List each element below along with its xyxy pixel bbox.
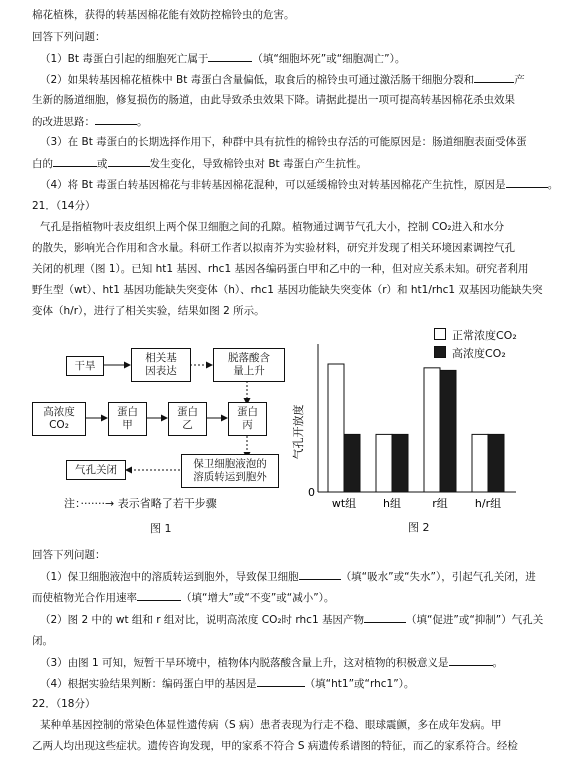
protein-jia-line-1: 蛋白 xyxy=(117,406,138,418)
q20-p3c: 或 xyxy=(97,158,108,170)
legend-label-normal: 正常浓度CO₂ xyxy=(452,329,517,342)
x-tick-label: h组 xyxy=(383,497,401,510)
q20-p2e: 。 xyxy=(137,116,148,128)
q20-top-line: 棉花植株，获得的转基因棉花能有效防控棉铃虫的危害。 xyxy=(32,9,295,21)
answer-blank[interactable] xyxy=(449,655,493,666)
figure-2-chart xyxy=(290,322,560,542)
gene-expression-box xyxy=(131,348,191,382)
x-tick-label: wt组 xyxy=(331,497,357,510)
q20-p3a: （3）在 Bt 毒蛋白的长期选择作用下，种群中具有抗性的棉铃虫存活的可能原因是：肠道细胞表面受体蛋 xyxy=(40,136,527,148)
legend-swatch-high xyxy=(434,346,446,358)
aba-line-2: 量上升 xyxy=(233,365,265,377)
high-co2-line-1: 高浓度 xyxy=(43,406,75,418)
legend-item-normal xyxy=(434,327,517,345)
q21-intro-3: 关闭的机理（图 1）。已知 ht1 基因、rhc1 基因各编码蛋白甲和乙中的一种，但对应关系未知。研究者利用 xyxy=(32,263,529,275)
q21-part2 xyxy=(40,612,543,627)
figure-1-caption: 图 1 xyxy=(150,522,172,535)
answer-blank[interactable] xyxy=(299,569,341,580)
q21-part1-cont xyxy=(32,590,334,605)
answer-blank[interactable] xyxy=(208,51,252,62)
q20-part3-end xyxy=(32,156,367,171)
answer-blank[interactable] xyxy=(137,590,181,601)
answer-blank[interactable] xyxy=(364,612,406,623)
gene-expression-line-2: 因表达 xyxy=(145,365,177,377)
chart-y-axis-label: 气孔开放度 xyxy=(292,404,305,460)
q21-intro-5: 变体（h/r），进行了相关实验，结果如图 2 所示。 xyxy=(32,305,265,317)
q21-part3 xyxy=(40,655,503,670)
bar-high-co2-3 xyxy=(488,434,504,492)
q21-q2a: （2）图 2 中的 wt 组和 r 组对比，说明高浓度 CO₂时 rhc1 基因产物 xyxy=(40,614,364,626)
protein-jia-line-2: 甲 xyxy=(122,419,133,431)
x-tick-label: h/r组 xyxy=(474,497,502,510)
q20-part2-end xyxy=(32,114,148,129)
legend-swatch-normal xyxy=(434,328,446,340)
protein-yi-line-1: 蛋白 xyxy=(177,406,198,418)
protein-jia-box xyxy=(108,402,147,436)
q20-p4a: （4）将 Bt 毒蛋白转基因棉花与非转基因棉花混种，可以延缓棉铃虫对转基因棉花产生抗性，原因是 xyxy=(40,179,506,191)
solute-transport-box xyxy=(181,454,279,488)
bar-normal-co2-3 xyxy=(472,434,488,492)
q21-q1d: （填“增大”或“不变”或“减小”）。 xyxy=(181,592,335,604)
q22-line-2: 乙两人均出现这些症状。遗传咨询发现，甲的家系不符合 S 病遗传系谱图的特征，而乙的家系符合。经检 xyxy=(32,740,518,752)
chart-legend xyxy=(434,327,517,363)
drought-box: 干旱 xyxy=(66,356,104,376)
q21-part1 xyxy=(40,569,536,584)
q21-q4b: （填“ht1”或“rhc1”）。 xyxy=(304,678,415,690)
q21-intro-1: 气孔是指植物叶表皮组织上两个保卫细胞之间的孔隙。植物通过调节气孔大小，控制 CO₂进入和水分 xyxy=(40,221,505,233)
stomata-closure-box: 气孔关闭 xyxy=(66,460,126,480)
bar-high-co2-1 xyxy=(392,434,408,492)
q21-q4a: （4）根据实验结果判断：编码蛋白甲的基因是 xyxy=(40,678,257,690)
q22-header: 22．（18分） xyxy=(32,698,96,710)
q21-q1a: （1）保卫细胞液泡中的溶质转运到胞外，导致保卫细胞 xyxy=(40,571,299,583)
q22-line-1: 某种单基因控制的常染色体显性遗传病（S 病）患者表现为行走不稳、眼球震颤，多在成年发病。甲 xyxy=(40,719,502,731)
answer-blank[interactable] xyxy=(95,114,137,125)
figure-1-note: 注：·······→ 表示省略了若干步骤 xyxy=(64,497,217,510)
figure-2-caption: 图 2 xyxy=(408,521,430,534)
answer-blank[interactable] xyxy=(53,156,97,167)
q20-part4 xyxy=(40,177,558,192)
q20-prompt: 回答下列问题： xyxy=(32,31,106,43)
q20-p1a: （1）Bt 毒蛋白引起的细胞死亡属于 xyxy=(40,53,209,65)
bar-normal-co2-2 xyxy=(424,368,440,492)
bar-normal-co2-0 xyxy=(328,364,344,492)
aba-line-1: 脱落酸含 xyxy=(228,352,270,364)
q21-q1c: 而使植物光合作用速率 xyxy=(32,592,137,604)
high-co2-line-2: CO₂ xyxy=(49,419,69,431)
x-tick-label: r组 xyxy=(432,497,448,510)
q20-part1 xyxy=(40,51,405,66)
bar-high-co2-2 xyxy=(440,370,456,492)
chart-x-labels xyxy=(332,497,501,510)
q21-intro-2: 的散失，影响光合作用和含水量。科研工作者以拟南芥为实验材料，研究并发现了相关环境因素调控气孔 xyxy=(32,242,515,254)
chart-origin-label: 0 xyxy=(308,486,315,499)
q20-p2c: 生新的肠道细胞，修复损伤的肠道，由此导致杀虫效果下降。请据此提出一项可提高转基因棉花杀虫效果 xyxy=(32,94,515,106)
q20-p3d: 发生变化，导致棉铃虫对 Bt 毒蛋白产生抗性。 xyxy=(149,158,367,170)
q21-header: 21．（14分） xyxy=(32,200,96,212)
q21-q2b: （填“促进”或“抑制”）气孔关 xyxy=(405,614,544,626)
q20-p4b: 。 xyxy=(547,179,559,191)
chart-bars xyxy=(328,364,504,492)
q20-p3b: 白的 xyxy=(32,158,53,170)
answer-blank[interactable] xyxy=(257,676,305,687)
q20-p2d: 的改进思路： xyxy=(32,116,95,128)
q21-prompt: 回答下列问题： xyxy=(32,549,106,561)
q21-q2c: 闭。 xyxy=(32,635,53,647)
answer-blank[interactable] xyxy=(474,72,514,83)
q21-q1b: （填“吸水”或“失水”），引起气孔关闭，进 xyxy=(340,571,536,583)
solute-transport-line-1: 保卫细胞液泡的 xyxy=(193,458,267,470)
figure-2 xyxy=(290,322,560,542)
answer-blank[interactable] xyxy=(506,177,548,188)
protein-bing-box xyxy=(228,402,267,436)
q20-p2a: （2）如果转基因棉花植株中 Bt 毒蛋白含量偏低，取食后的棉铃虫可通过激活肠干细胞分裂和 xyxy=(40,74,475,86)
q20-part2 xyxy=(40,72,525,87)
gene-expression-line-1: 相关基 xyxy=(145,352,177,364)
q20-p1b: （填“细胞坏死”或“细胞凋亡”）。 xyxy=(252,53,406,65)
protein-bing-line-2: 丙 xyxy=(242,419,253,431)
aba-box xyxy=(213,348,285,382)
solute-transport-line-2: 溶质转运到胞外 xyxy=(193,471,267,483)
q20-p2b: 产 xyxy=(514,74,525,86)
legend-label-high: 高浓度CO₂ xyxy=(452,347,506,360)
q21-q3b: 。 xyxy=(492,657,504,669)
figure-1 xyxy=(30,342,305,542)
q21-part4 xyxy=(40,676,414,691)
protein-yi-line-2: 乙 xyxy=(182,419,193,431)
high-co2-box xyxy=(32,402,86,436)
protein-bing-line-1: 蛋白 xyxy=(237,406,258,418)
q21-intro-4: 野生型（wt）、ht1 基因功能缺失突变体（h）、rhc1 基因功能缺失突变体（r）和 ht1/rhc1 双基因功能缺失突 xyxy=(32,284,543,296)
answer-blank[interactable] xyxy=(108,156,150,167)
bar-normal-co2-1 xyxy=(376,434,392,492)
bar-high-co2-0 xyxy=(344,434,360,492)
legend-item-high xyxy=(434,345,517,363)
q21-q3a: （3）由图 1 可知，短暂干旱环境中，植物体内脱落酸含量上升，这对植物的积极意义是 xyxy=(40,657,449,669)
protein-yi-box xyxy=(168,402,207,436)
